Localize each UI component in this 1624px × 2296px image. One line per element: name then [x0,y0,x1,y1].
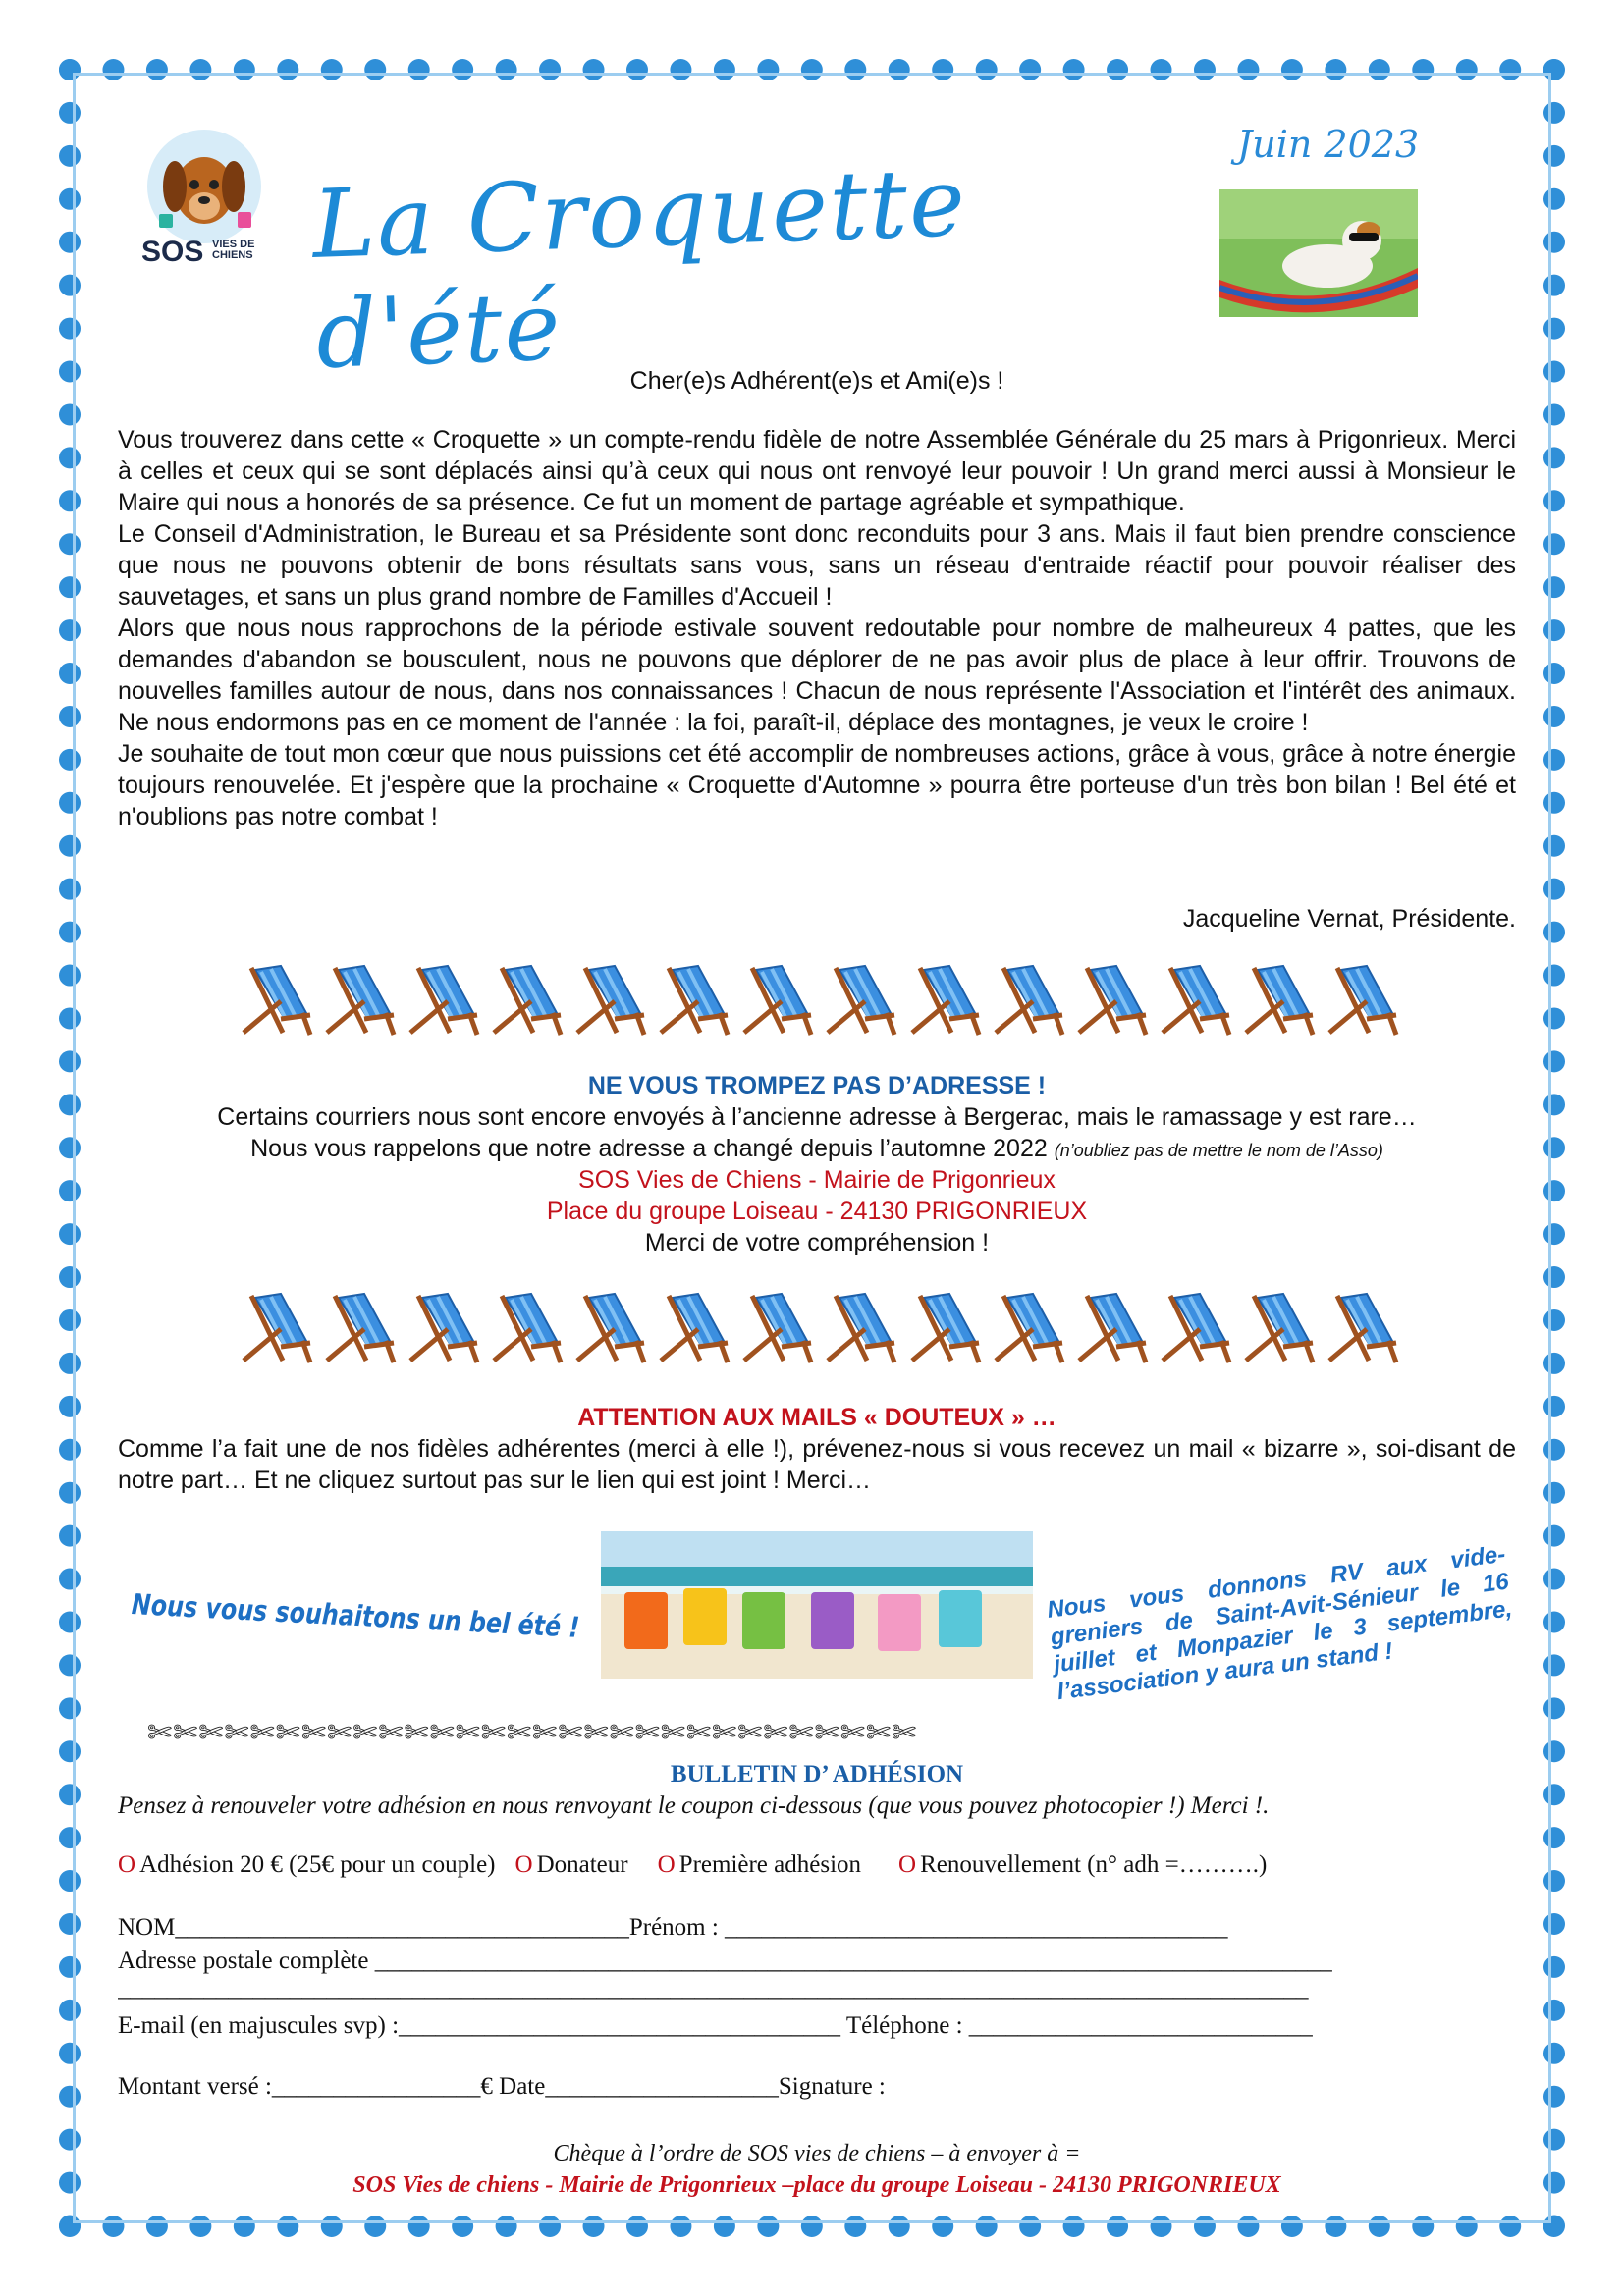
option-label: Adhésion 20 € (25€ pour un couple) [139,1851,496,1878]
letter-paragraph: Je souhaite de tout mon cœur que nous puissions cet été accomplir de nombreuses actions, grâce à vous, grâce à notre énergie toujours renouvelée. Et j'espère que la prochaine « Croquette d'Automne » pourra être porteuse d'un très bon bilan ! Bel été et n'oublions pas notre combat ! [118,740,1516,830]
deckchair-icon [325,1290,398,1364]
deckchair-icon [994,1290,1066,1364]
deckchair-icon [1077,962,1150,1037]
cheque-address: SOS Vies de chiens - Mairie de Prigonrieux –place du groupe Loiseau - 24130 PRIGONRIEUX [352,2172,1281,2198]
deckchair-icon [492,962,565,1037]
logo-text: SOS [141,236,204,268]
deckchair-icon [742,962,815,1037]
deckchair-icon [325,962,398,1037]
deckchair-icon [575,1290,648,1364]
deckchair-icon [826,962,898,1037]
signature: Jacqueline Vernat, Présidente. [1182,905,1516,933]
deckchair-icon [1244,962,1317,1037]
letter-paragraph: Alors que nous nous rapprochons de la période estivale souvent redoutable pour nombre de malheureux 4 pattes, que les demandes d'abandon se bousculent, nous ne pouvons que déplorer de ne pas avoir plus de place à leur offrir. Trouvons de nouvelles familles autour de nous, dans nos connaissances ! Chacun de nous représente l'Association et l'intérêt des animaux. Ne nous endormons pas en ce moment de l'année : la foi, paraît-il, déplace des montagnes, je veux le croire ! [118,614,1516,736]
deckchair-divider [242,962,1400,1037]
vide-grenier-announcement: Nous vous donnons RV aux vide-greniers de Saint-Avit-Sénieur le 16 juillet et Monpazier le 3 septembre, l’association y aura un stand ! [1045,1540,1514,1706]
address-heading: NE VOUS TROMPEZ PAS D’ADRESSE ! [587,1072,1047,1099]
issue-date: Juin 2023 [1237,123,1420,166]
option-label: Renouvellement (n° adh =……….) [920,1851,1268,1878]
address-line2-note: (n’oubliez pas de mettre le nom de l’Asso) [1054,1141,1383,1160]
deckchair-icon [1161,962,1233,1037]
deckchair-icon [826,1290,898,1364]
address-line-association: SOS Vies de Chiens - Mairie de Prigonrieux [578,1166,1056,1194]
membership-options [118,1851,1267,1879]
radio-circle-icon: O [118,1851,136,1878]
letter-body [118,424,1516,832]
deckchair-icon [994,962,1066,1037]
option-membership[interactable] [118,1851,496,1879]
beach-chairs-photo [601,1531,1033,1679]
greeting: Cher(e)s Adhérent(e)s et Ami(e)s ! [629,367,1004,395]
letter-paragraph: Le Conseil d'Administration, le Bureau et sa Présidente sont donc reconduits pour 3 ans. Mais il faut bien prendre conscience que nous ne pouvons obtenir de bons résultats sans vous, sans un réseau d'entraide réactif pour pouvoir réaliser des sauvetages, et sans un plus grand nombre de Familles d'Accueil ! [118,520,1516,611]
address-field-line2[interactable]: _________________________________________________________________________________________________ [118,1975,1309,2002]
letter-paragraph: Vous trouverez dans cette « Croquette » un compte-rendu fidèle de notre Assemblée Générale du 25 mars à Prigonrieux. Merci à celles et ceux qui se sont déplacés ainsi qu’à ceux qui nous ont renvoyé leur pouvoir ! Un grand merci aussi à Monsieur le Maire qui nous a honorés de sa présence. Ce fut un moment de partage agréable et sympathique. [118,426,1516,516]
deckchair-icon [575,962,648,1037]
address-thanks: Merci de votre compréhension ! [644,1229,990,1256]
bulletin-title: BULLETIN D’ ADHÉSION [670,1761,964,1788]
deckchair-icon [910,1290,983,1364]
bulletin-intro: Pensez à renouveler votre adhésion en nous renvoyant le coupon ci-dessous (que vous pouvez photocopier !) Merci !. [118,1792,1270,1819]
mail-warning-heading: ATTENTION AUX MAILS « DOUTEUX » … [577,1404,1056,1431]
address-line1: Certains courriers nous sont encore envoyés à l’ancienne adresse à Bergerac, mais le ramassage y est rare… [217,1103,1417,1131]
logo-subtext: VIES DE CHIENS [212,239,255,261]
deckchair-icon [1327,1290,1400,1364]
address-line2-text: Nous vous rappelons que notre adresse a changé depuis l’automne 2022 [250,1135,1048,1162]
radio-circle-icon: O [657,1851,676,1878]
deckchair-icon [1077,1290,1150,1364]
address-line-street: Place du groupe Loiseau - 24130 PRIGONRIEUX [546,1198,1088,1225]
address-field[interactable]: Adresse postale complète ______________________________________________________________________________ [118,1948,1332,1974]
mail-warning-text: Comme l’a fait une de nos fidèles adhérentes (merci à elle !), prévenez-nous si vous recevez un mail « bizarre », soi-disant de notre part… Et ne cliquez surtout pas sur le lien qui est joint ! Merci… [118,1435,1516,1494]
deckchair-icon [742,1290,815,1364]
option-renewal[interactable] [898,1851,1267,1879]
deckchair-icon [1327,962,1400,1037]
cut-line-scissors-icon: ✄✄✄✄✄✄✄✄✄✄✄✄✄✄✄✄✄✄✄✄✄✄✄✄✄✄✄✄✄✄ [147,1716,918,1750]
name-field[interactable]: NOM_____________________________________Prénom : _________________________________________ [118,1914,1228,1941]
deckchair-icon [1244,1290,1317,1364]
radio-circle-icon: O [898,1851,917,1878]
deckchair-icon [492,1290,565,1364]
amount-date-signature-field[interactable]: Montant versé :_________________€ Date___________________Signature : [118,2073,886,2100]
option-first-membership[interactable] [658,1851,861,1879]
option-label: Donateur [536,1851,628,1878]
newsletter-title: La Croquette d'été [310,146,969,390]
sos-vies-de-chiens-logo [135,126,273,273]
summer-wish: Nous vous souhaitons un bel été ! [131,1587,581,1644]
deckchair-divider [242,1290,1400,1364]
option-label: Première adhésion [678,1851,862,1878]
address-line2 [118,1133,1516,1166]
deckchair-icon [659,1290,731,1364]
email-phone-field[interactable]: E-mail (en majuscules svp) :____________________________________ Téléphone : ____________________________ [118,2012,1313,2039]
deckchair-icon [408,1290,481,1364]
deckchair-icon [242,1290,314,1364]
option-donor[interactable] [515,1851,628,1879]
deckchair-icon [242,962,314,1037]
cheque-instructions: Chèque à l’ordre de SOS vies de chiens – à envoyer à = [553,2141,1081,2166]
radio-circle-icon: O [514,1851,533,1878]
deckchair-icon [408,962,481,1037]
deckchair-icon [659,962,731,1037]
deckchair-icon [1161,1290,1233,1364]
deckchair-icon [910,962,983,1037]
dog-hammock-photo [1219,189,1418,317]
